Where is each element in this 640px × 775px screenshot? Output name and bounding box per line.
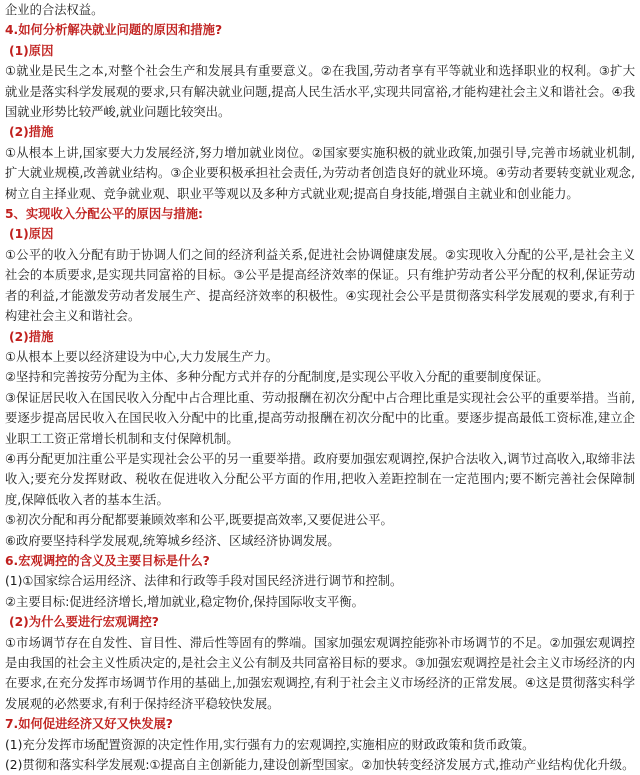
paragraph: ①从根本上讲,国家要大力发展经济,努力增加就业岗位。②国家要实施积极的就业政策,加强引导,完善市场就业机制,扩大就业规模,改善就业结构。③企业要积极承担社会责任,为劳动者创造良好的就业环境。④劳动者要转变就业观念,树立自主择业观、竞争就业观、职业平等观以及多种方式就业观;提高自身技能,增强自主就业和创业能力。 [5, 145, 635, 201]
section-heading: 7.如何促进经济又好又快发展? [5, 717, 173, 732]
paragraph: (1)①国家综合运用经济、法律和行政等手段对国民经济进行调节和控制。 [5, 574, 403, 589]
paragraph: 企业的合法权益。 [5, 3, 104, 17]
paragraph: ①从根本上要以经济建设为中心,大力发展生产力。 [5, 349, 279, 364]
paragraph: ①就业是民生之本,对整个社会生产和发展具有重要意义。②在我国,劳动者享有平等就业和选择职业的权利。③扩大就业是落实科学发展观的要求,只有解决就业问题,提高人民生活水平,实现共同富裕,才能构建社会主义和谐社会。④我国就业形势比较严峻,就业问题比较突出。 [5, 64, 635, 120]
paragraph: ⑤初次分配和再分配都要兼顾效率和公平,既要提高效率,又要促进公平。 [5, 513, 393, 528]
section-heading: 6.宏观调控的含义及主要目标是什么? [5, 553, 210, 568]
subsection-heading: (2)措施 [9, 125, 54, 140]
paragraph: ①公平的收入分配有助于协调人们之间的经济利益关系,促进社会协调健康发展。②实现收入分配的公平,是社会主义社会的本质要求,是实现共同富裕的目标。③公平是提高经济效率的保证。只有维护劳动者公平分配的权利,保证劳动者的利益,才能激发劳动者发展生产、提高经济效率的积极性。④实现社会公平是贯彻落实科学发展观的要求,有利于构建社会主义和谐社会。 [5, 247, 635, 324]
subsection-heading: (2)为什么要进行宏观调控? [9, 615, 159, 630]
section-heading: 4.如何分析解决就业问题的原因和措施? [5, 23, 223, 38]
paragraph: (2)贯彻和落实科学发展观:①提高自主创新能力,建设创新型国家。②加快转变经济发展方式,推动产业结构优化升级。 [5, 758, 635, 773]
paragraph: ②坚持和完善按劳分配为主体、多种分配方式并存的分配制度,是实现公平收入分配的重要制度保证。 [5, 370, 549, 385]
subsection-heading: (1)原因 [9, 43, 54, 58]
paragraph: (1)充分发挥市场配置资源的决定性作用,实行强有力的宏观调控,实施相应的财政政策和货币政策。 [5, 737, 535, 752]
paragraph: ⑥政府要坚持科学发展观,统筹城乡经济、区域经济协调发展。 [5, 533, 340, 548]
paragraph: ④再分配更加注重公平是实现社会公平的另一重要举措。政府要加强宏观调控,保护合法收入,调节过高收入,取缔非法收入;要充分发挥财政、税收在促进收入分配公平方面的作用,把收入差距控制在一定范围内;要不断完善社会保障制度,保障低收入者的基本生活。 [5, 451, 635, 507]
paragraph: ③保证居民收入在国民收入分配中占合理比重、劳动报酬在初次分配中占合理比重是实现社会公平的重要举措。当前,要逐步提高居民收入在国民收入分配中的比重,提高劳动报酬在初次分配中的比重。要逐步提高最低工资标准,建立企业职工工资正常增长机制和支付保障机制。 [5, 390, 635, 446]
subsection-heading: (1)原因 [9, 227, 54, 242]
section-heading: 5、实现收入分配公平的原因与措施: [5, 207, 203, 222]
paragraph: ②主要目标:促进经济增长,增加就业,稳定物价,保持国际收支平衡。 [5, 594, 364, 609]
paragraph: ①市场调节存在自发性、盲目性、滞后性等固有的弊端。国家加强宏观调控能弥补市场调节的不足。②加强宏观调控是由我国的社会主义性质决定的,是社会主义公有制及共同富裕目标的要求。③加强宏观调控是社会主义市场经济的内在要求,在充分发挥市场调节作用的基础上,加强宏观调控,有利于社会主义市场经济的正常发展。④这是贯彻落实科学发展观的必然要求,有利于保持经济平稳较快发展。 [5, 635, 635, 711]
subsection-heading: (2)措施 [9, 329, 54, 344]
